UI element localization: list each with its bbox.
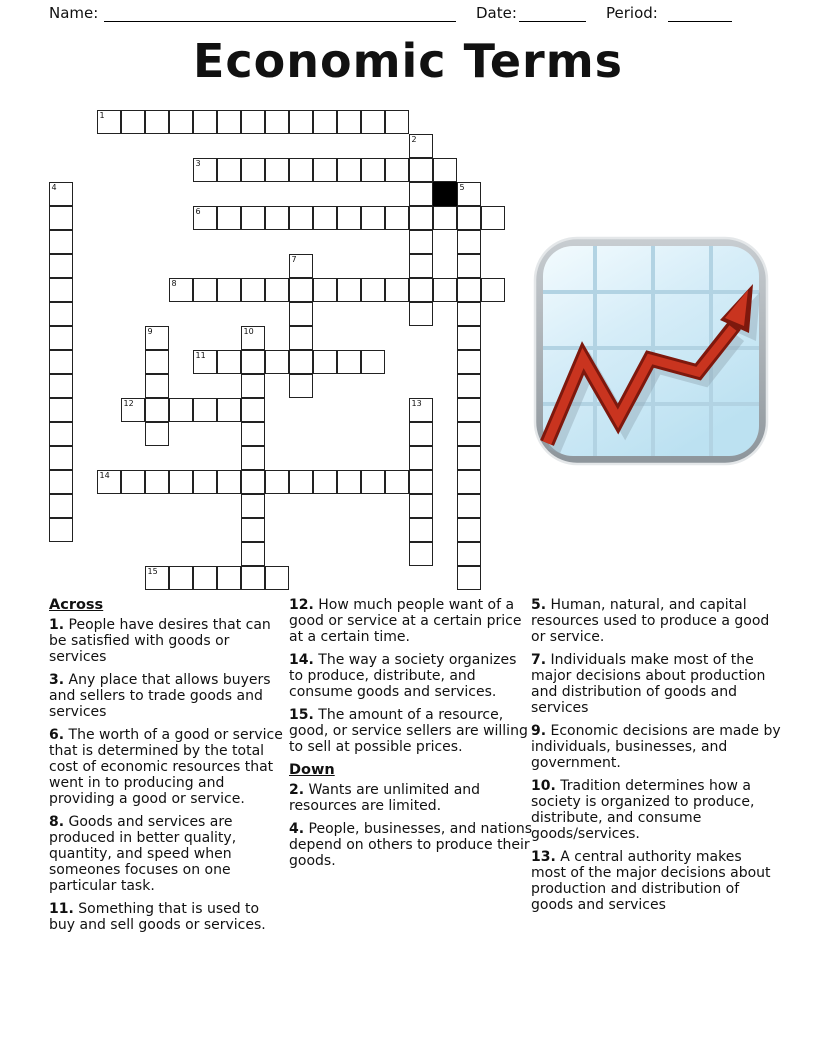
crossword-cell[interactable]	[409, 230, 433, 254]
across-clues-column	[49, 597, 283, 940]
crossword-cell[interactable]	[241, 446, 265, 470]
crossword-cell[interactable]	[289, 158, 313, 182]
clue-number: 12.	[289, 597, 314, 613]
crossword-cell[interactable]	[265, 350, 289, 374]
crossword-cell[interactable]	[241, 350, 265, 374]
crossword-cell[interactable]	[217, 350, 241, 374]
crossword-cell[interactable]	[265, 110, 289, 134]
crossword-cell[interactable]	[457, 398, 481, 422]
crossword-cell[interactable]	[409, 398, 433, 422]
crossword-cell[interactable]	[433, 278, 457, 302]
crossword-cell[interactable]	[289, 302, 313, 326]
clue-5: 5. Human, natural, and capital resources used to produce a good or service.	[531, 597, 770, 645]
blocked-cell	[433, 182, 457, 206]
crossword-cell[interactable]	[241, 374, 265, 398]
crossword-cell[interactable]	[193, 566, 217, 590]
crossword-cell[interactable]	[409, 494, 433, 518]
crossword-cell[interactable]	[457, 182, 481, 206]
crossword-cell[interactable]	[457, 278, 481, 302]
crossword-cell[interactable]	[193, 110, 217, 134]
cell-number: 2	[411, 135, 417, 144]
crossword-cell[interactable]	[265, 566, 289, 590]
cell-number: 13	[411, 399, 422, 408]
crossword-cell[interactable]	[217, 470, 241, 494]
crossword-cell[interactable]	[169, 278, 193, 302]
crossword-cell[interactable]	[145, 374, 169, 398]
crossword-cell[interactable]	[385, 206, 409, 230]
crossword-cell[interactable]	[193, 398, 217, 422]
crossword-cell[interactable]	[409, 542, 433, 566]
crossword-cell[interactable]	[433, 158, 457, 182]
crossword-cell[interactable]	[49, 182, 73, 206]
crossword-cell[interactable]	[121, 470, 145, 494]
crossword-cell[interactable]	[241, 326, 265, 350]
crossword-cell[interactable]	[289, 350, 313, 374]
middle-clues-column	[289, 597, 533, 876]
crossword-cell[interactable]	[265, 158, 289, 182]
cell-number: 6	[195, 207, 201, 216]
crossword-cell[interactable]	[241, 542, 265, 566]
clue-6: 6. The worth of a good or service that is determined by the total cost of economic resources that went in to producing and providing a good or service.	[49, 727, 283, 807]
crossword-cell[interactable]	[241, 398, 265, 422]
clue-heading-across: Across	[49, 597, 104, 613]
clue-8: 8. Goods and services are produced in better quality, quantity, and speed when someones focuses on one particular task.	[49, 814, 237, 894]
crossword-cell[interactable]	[217, 110, 241, 134]
crossword-cell[interactable]	[313, 350, 337, 374]
cell-number: 7	[291, 255, 297, 264]
cell-number: 8	[171, 279, 177, 288]
crossword-cell[interactable]	[361, 350, 385, 374]
clue-15: 15. The amount of a resource, good, or service sellers are willing to sell at possible prices.	[289, 707, 528, 755]
crossword-cell[interactable]	[217, 278, 241, 302]
page-title: Economic Terms	[192, 34, 624, 88]
crossword-cell[interactable]	[49, 278, 73, 302]
clue-number: 9.	[531, 723, 547, 739]
clue-number: 10.	[531, 778, 556, 794]
crossword-cell[interactable]	[409, 470, 433, 494]
crossword-cell[interactable]	[97, 110, 121, 134]
crossword-cell[interactable]	[433, 206, 457, 230]
crossword-cell[interactable]	[409, 518, 433, 542]
cell-number: 9	[147, 327, 153, 336]
crossword-cell[interactable]	[457, 326, 481, 350]
crossword-cell[interactable]	[289, 206, 313, 230]
crossword-cell[interactable]	[241, 566, 265, 590]
crossword-cell[interactable]	[169, 566, 193, 590]
crossword-cell[interactable]	[145, 110, 169, 134]
clue-number: 6.	[49, 727, 65, 743]
crossword-cell[interactable]	[361, 206, 385, 230]
stock-chart-icon	[533, 236, 769, 466]
crossword-cell[interactable]	[385, 110, 409, 134]
crossword-cell[interactable]	[241, 518, 265, 542]
crossword-cell[interactable]	[361, 278, 385, 302]
crossword-cell[interactable]	[457, 470, 481, 494]
crossword-cell[interactable]	[457, 374, 481, 398]
crossword-cell[interactable]	[409, 134, 433, 158]
crossword-cell[interactable]	[193, 206, 217, 230]
crossword-cell[interactable]	[337, 470, 361, 494]
crossword-cell[interactable]	[481, 206, 505, 230]
crossword-cell[interactable]	[265, 206, 289, 230]
crossword-cell[interactable]	[289, 110, 313, 134]
crossword-cell[interactable]	[289, 374, 313, 398]
clue-14: 14. The way a society organizes to produce, distribute, and consume goods and services.	[289, 652, 517, 700]
clue-number: 14.	[289, 652, 314, 668]
crossword-cell[interactable]	[457, 422, 481, 446]
cell-number: 3	[195, 159, 201, 168]
clue-9: 9. Economic decisions are made by individuals, businesses, and government.	[531, 723, 781, 771]
clue-3: 3. Any place that allows buyers and sellers to trade goods and services	[49, 672, 271, 720]
crossword-cell[interactable]	[145, 470, 169, 494]
clue-number: 2.	[289, 782, 305, 798]
crossword-cell[interactable]	[49, 254, 73, 278]
crossword-cell[interactable]	[49, 446, 73, 470]
cell-number: 11	[195, 351, 206, 360]
crossword-cell[interactable]	[193, 350, 217, 374]
crossword-cell[interactable]	[337, 278, 361, 302]
clue-13: 13. A central authority makes most of the major decisions about production and distribution of goods and services	[531, 849, 771, 913]
clue-2: 2. Wants are unlimited and resources are limited.	[289, 782, 481, 814]
cell-number: 10	[243, 327, 254, 336]
crossword-cell[interactable]	[409, 182, 433, 206]
clue-1: 1. People have desires that can be satisfied with goods or services	[49, 617, 271, 665]
crossword-cell[interactable]	[385, 278, 409, 302]
crossword-cell[interactable]	[49, 494, 73, 518]
clue-number: 3.	[49, 672, 65, 688]
crossword-cell[interactable]	[49, 518, 73, 542]
clue-10: 10. Tradition determines how a society is organized to produce, distribute, and consume goods/services.	[531, 778, 755, 842]
clue-number: 13.	[531, 849, 556, 865]
crossword-cell[interactable]	[145, 398, 169, 422]
crossword-cell[interactable]	[385, 470, 409, 494]
crossword-cell[interactable]	[49, 206, 73, 230]
crossword-cell[interactable]	[409, 158, 433, 182]
crossword-cell[interactable]	[169, 398, 193, 422]
crossword-cell[interactable]	[313, 278, 337, 302]
cell-number: 4	[51, 183, 57, 192]
crossword-cell[interactable]	[409, 302, 433, 326]
crossword-cell[interactable]	[313, 110, 337, 134]
crossword-cell[interactable]	[49, 230, 73, 254]
crossword-cell[interactable]	[217, 206, 241, 230]
crossword-cell[interactable]	[361, 470, 385, 494]
clue-number: 1.	[49, 617, 65, 633]
crossword-cell[interactable]	[241, 422, 265, 446]
crossword-cell[interactable]	[457, 542, 481, 566]
crossword-cell[interactable]	[49, 302, 73, 326]
crossword-cell[interactable]	[457, 230, 481, 254]
crossword-cell[interactable]	[361, 110, 385, 134]
crossword-cell[interactable]	[193, 278, 217, 302]
crossword-cell[interactable]	[481, 278, 505, 302]
crossword-cell[interactable]	[313, 206, 337, 230]
crossword-cell[interactable]	[457, 206, 481, 230]
crossword-cell[interactable]	[265, 470, 289, 494]
crossword-cell[interactable]	[457, 446, 481, 470]
crossword-cell[interactable]	[457, 350, 481, 374]
crossword-cell[interactable]	[313, 158, 337, 182]
crossword-cell[interactable]	[49, 422, 73, 446]
crossword-cell[interactable]	[241, 158, 265, 182]
crossword-cell[interactable]	[121, 398, 145, 422]
clue-number: 11.	[49, 901, 74, 917]
crossword-cell[interactable]	[361, 158, 385, 182]
crossword-cell[interactable]	[337, 206, 361, 230]
crossword-cell[interactable]	[49, 398, 73, 422]
clue-number: 5.	[531, 597, 547, 613]
crossword-cell[interactable]	[457, 566, 481, 590]
clue-7: 7. Individuals make most of the major decisions about production and distribution of goods and services	[531, 652, 766, 716]
crossword-cell[interactable]	[313, 470, 337, 494]
crossword-cell[interactable]	[337, 110, 361, 134]
crossword-cell[interactable]	[97, 470, 121, 494]
crossword-cell[interactable]	[409, 206, 433, 230]
crossword-cell[interactable]	[145, 566, 169, 590]
crossword-cell[interactable]	[409, 254, 433, 278]
crossword-cell[interactable]	[169, 470, 193, 494]
crossword-cell[interactable]	[457, 302, 481, 326]
clue-12: 12. How much people want of a good or service at a certain price at a certain time.	[289, 597, 522, 645]
crossword-cell[interactable]	[193, 158, 217, 182]
crossword-cell[interactable]	[145, 326, 169, 350]
crossword-cell[interactable]	[49, 350, 73, 374]
crossword-cell[interactable]	[241, 470, 265, 494]
clue-11: 11. Something that is used to buy and sell goods or services.	[49, 901, 266, 933]
crossword-cell[interactable]	[457, 518, 481, 542]
crossword-cell[interactable]	[409, 278, 433, 302]
crossword-cell[interactable]	[289, 254, 313, 278]
clue-number: 8.	[49, 814, 65, 830]
crossword-cell[interactable]	[289, 470, 313, 494]
crossword-cell[interactable]	[217, 158, 241, 182]
crossword-cell[interactable]	[121, 110, 145, 134]
crossword-cell[interactable]	[193, 470, 217, 494]
clue-number: 7.	[531, 652, 547, 668]
crossword-cell[interactable]	[337, 350, 361, 374]
cell-number: 5	[459, 183, 465, 192]
crossword-cell[interactable]	[457, 254, 481, 278]
crossword-cell[interactable]	[217, 398, 241, 422]
crossword-cell[interactable]	[169, 110, 193, 134]
clue-4: 4. People, businesses, and nations depend on others to produce their goods.	[289, 821, 533, 869]
crossword-cell[interactable]	[217, 566, 241, 590]
cell-number: 1	[99, 111, 105, 120]
clue-heading-down: Down	[289, 762, 335, 778]
crossword-cell[interactable]	[241, 206, 265, 230]
crossword-cell[interactable]	[49, 374, 73, 398]
crossword-cell[interactable]	[337, 158, 361, 182]
crossword-cell[interactable]	[265, 278, 289, 302]
cell-number: 14	[99, 471, 110, 480]
crossword-cell[interactable]	[241, 110, 265, 134]
crossword-cell[interactable]	[385, 158, 409, 182]
crossword-cell[interactable]	[409, 446, 433, 470]
name-label: Name:	[49, 4, 99, 22]
crossword-cell[interactable]	[457, 494, 481, 518]
crossword-cell[interactable]	[145, 422, 169, 446]
down-clues-column	[531, 597, 781, 920]
crossword-cell[interactable]	[241, 494, 265, 518]
period-label: Period:	[606, 4, 658, 22]
clue-number: 4.	[289, 821, 305, 837]
clue-number: 15.	[289, 707, 314, 723]
crossword-cell[interactable]	[145, 350, 169, 374]
crossword-cell[interactable]	[49, 470, 73, 494]
crossword-cell[interactable]	[49, 326, 73, 350]
crossword-cell[interactable]	[241, 278, 265, 302]
crossword-cell[interactable]	[409, 422, 433, 446]
crossword-cell[interactable]	[289, 326, 313, 350]
crossword-cell[interactable]	[289, 278, 313, 302]
date-label: Date:	[476, 4, 517, 22]
cell-number: 12	[123, 399, 134, 408]
cell-number: 15	[147, 567, 158, 576]
